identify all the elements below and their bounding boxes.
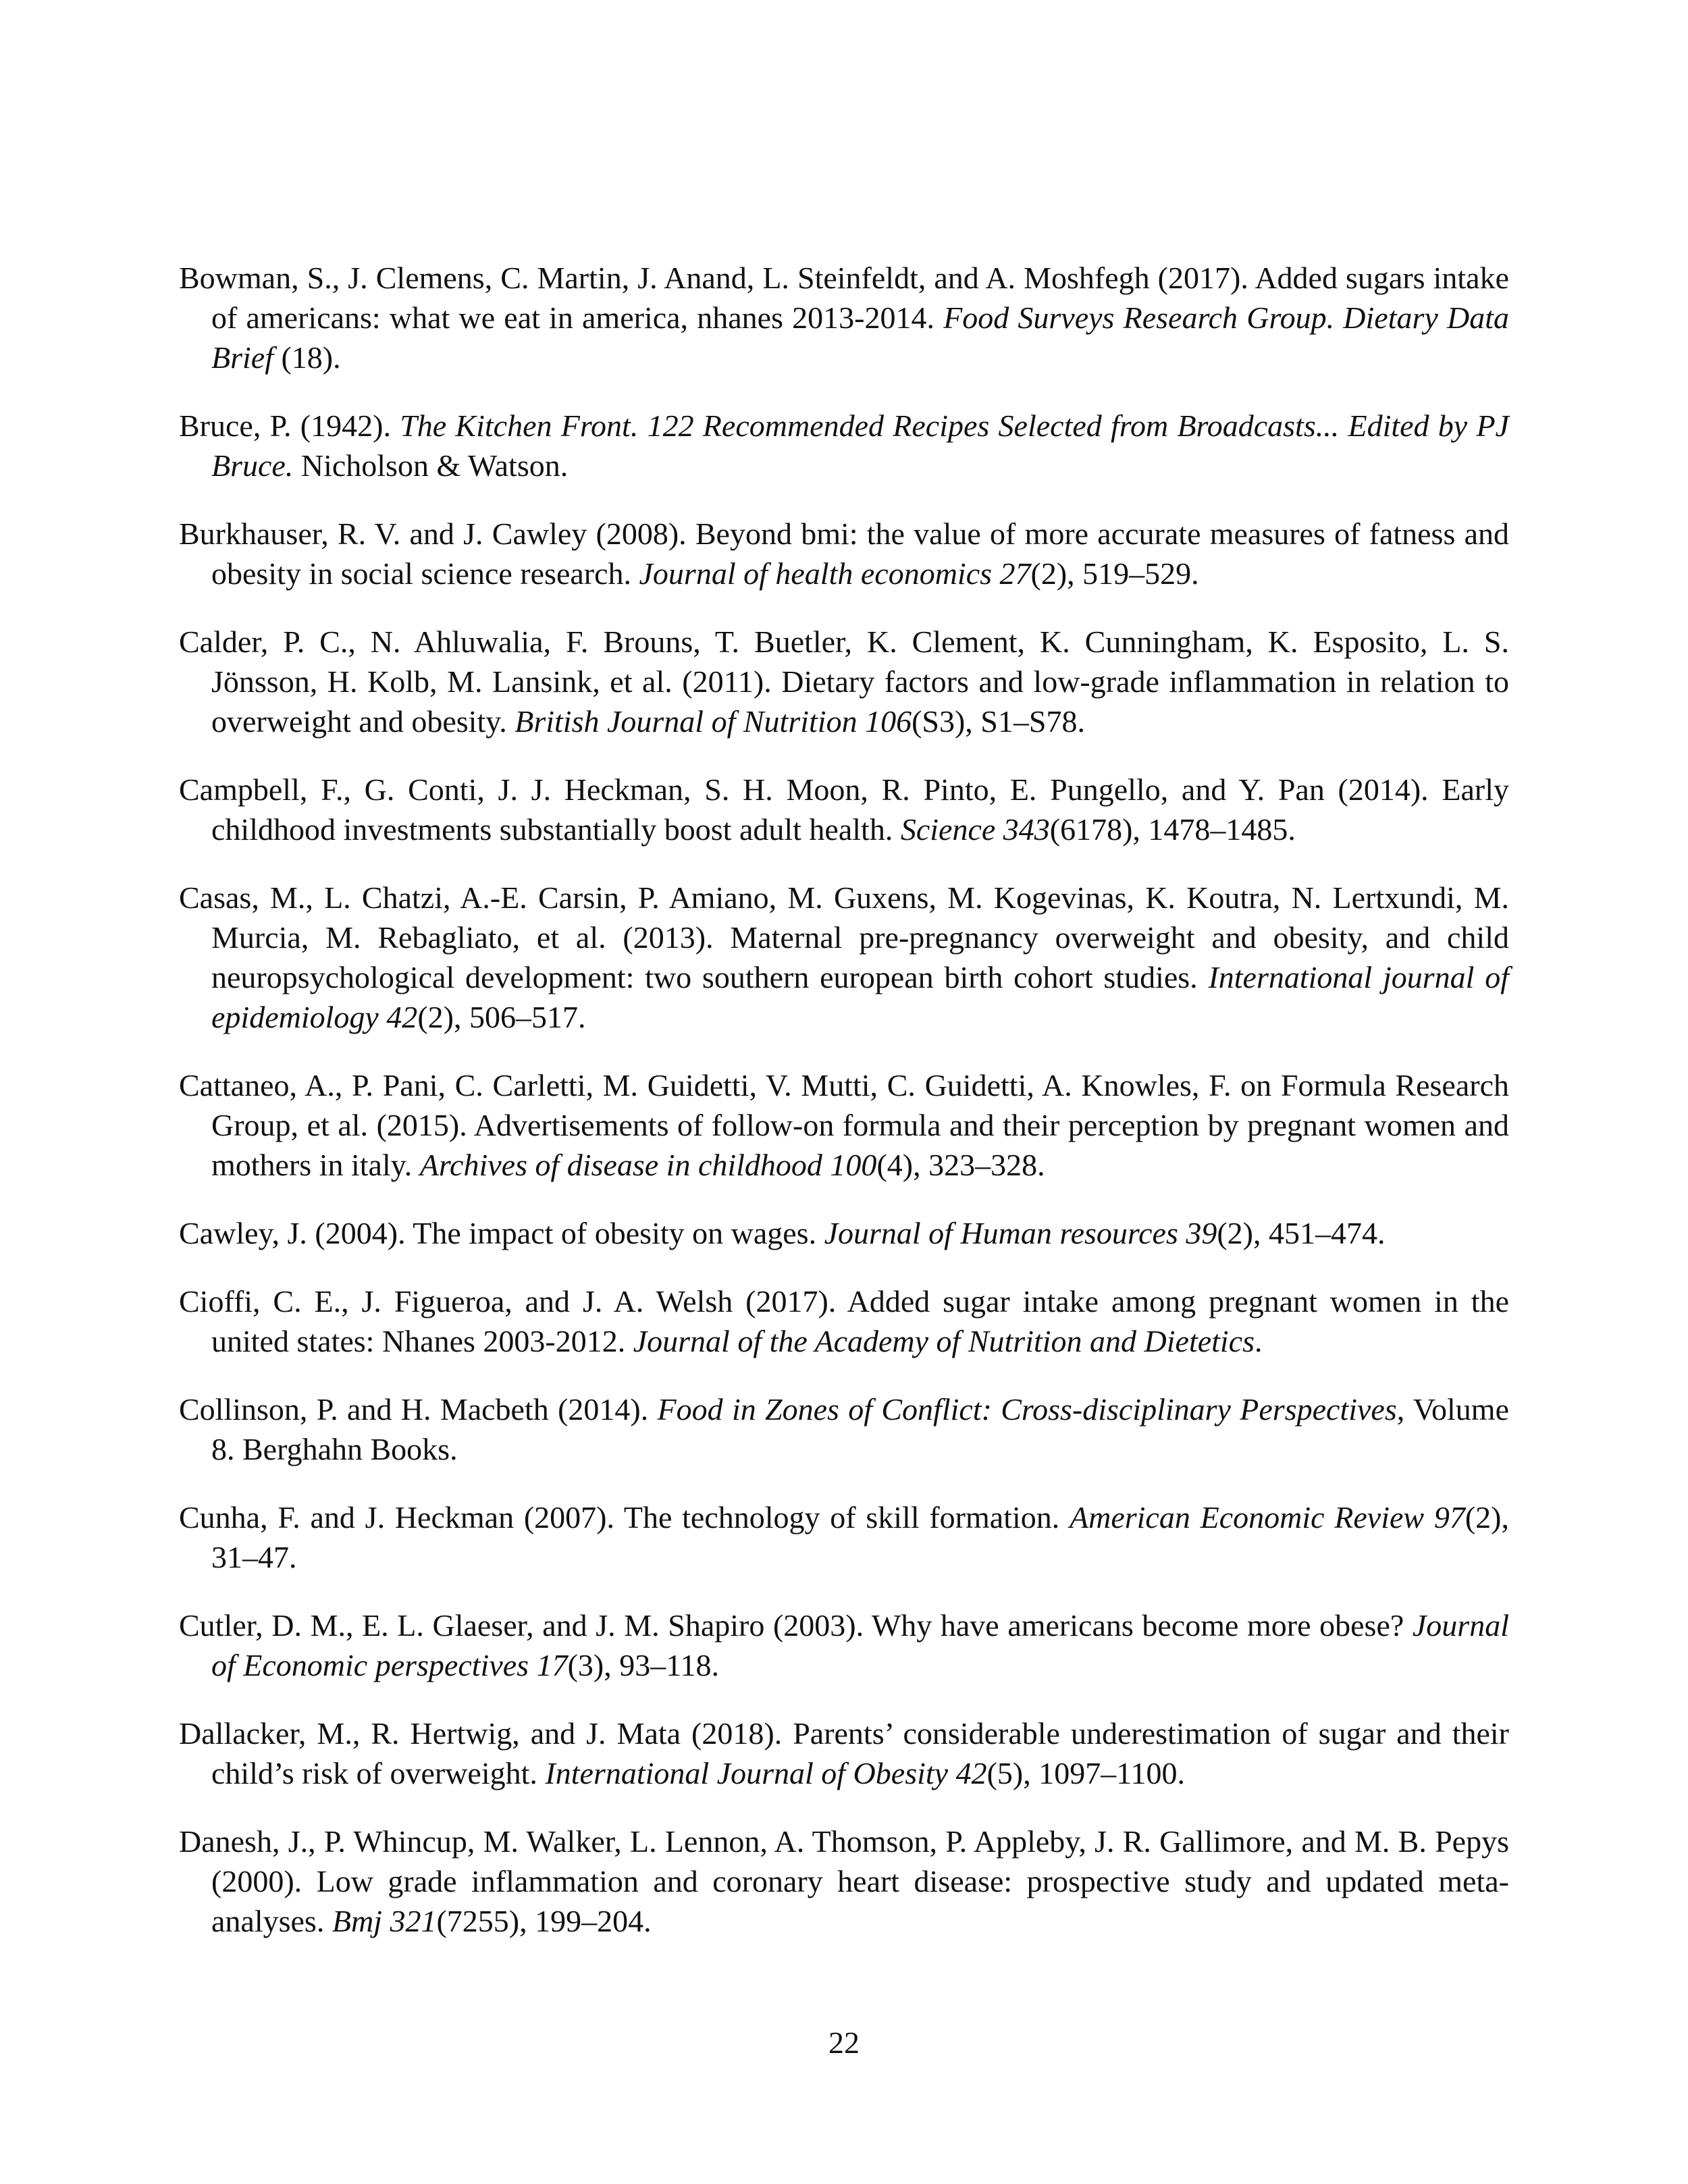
reference-entry: Cawley, J. (2004). The impact of obesity on wages. Journal of Human resources 39(2), 451–474. [179,1216,1386,1250]
reference-source: International journal of epidemiology 42 [211,960,1509,1034]
reference-source: Food Surveys Research Group. Dietary Data Brief [211,300,1509,375]
reference-source: Journal of Human resources 39 [824,1216,1217,1250]
reference-entry: Collinson, P. and H. Macbeth (2014). Food in Zones of Conflict: Cross-disciplinary Perspectives, Volume 8. Berghahn Books. [179,1392,1510,1466]
reference-entry: Bowman, S., J. Clemens, C. Martin, J. Anand, L. Steinfeldt, and A. Moshfegh (2017). Added sugars intake of americans: what we eat in america, nhanes 2013-2014. Food Surveys Research Group. Dietary Data Brief (18). [179,261,1509,375]
page-number: 22 [828,2025,860,2060]
reference-entry: Bruce, P. (1942). The Kitchen Front. 122 Recommended Recipes Selected from Broadcasts... Edited by PJ Bruce. Nicholson & Watson. [179,408,1509,483]
reference-entry: Cutler, D. M., E. L. Glaeser, and J. M. Shapiro (2003). Why have americans become more obese? Journal of Economic perspectives 17(3), 93–118. [179,1608,1509,1682]
reference-entry: Campbell, F., G. Conti, J. J. Heckman, S. H. Moon, R. Pinto, E. Pungello, and Y. Pan (2014). Early childhood investments substantially boost adult health. Science 343(6178), 1478–1485. [179,772,1509,847]
reference-source: Bmj 321 [332,1904,437,1938]
reference-entry: Cunha, F. and J. Heckman (2007). The technology of skill formation. American Economic Review 97(2), 31–47. [179,1500,1509,1574]
reference-source: Journal of the Academy of Nutrition and Dietetics [633,1324,1255,1358]
reference-entry: Calder, P. C., N. Ahluwalia, F. Brouns, T. Buetler, K. Clement, K. Cunningham, K. Esposito, L. S. Jönsson, H. Kolb, M. Lansink, et al. (2011). Dietary factors and low-grade inflammation in relation to overweight and obesity. British Journal of Nutrition 106(S3), S1–S78. [179,624,1509,739]
reference-source: The Kitchen Front. 122 Recommended Recipes Selected from Broadcasts... Edited by PJ Bruce. [211,408,1509,483]
reference-entry: Cioffi, C. E., J. Figueroa, and J. A. Welsh (2017). Added sugar intake among pregnant women in the united states: Nhanes 2003-2012. Journal of the Academy of Nutrition and Dietetics. [179,1284,1509,1358]
reference-source: Archives of disease in childhood 100 [419,1148,877,1182]
reference-entry: Dallacker, M., R. Hertwig, and J. Mata (2018). Parents’ considerable underestimation of sugar and their child’s risk of overweight. International Journal of Obesity 42(5), 1097–1100. [179,1716,1509,1790]
reference-entry: Danesh, J., P. Whincup, M. Walker, L. Lennon, A. Thomson, P. Appleby, J. R. Gallimore, and M. B. Pepys (2000). Low grade inflammation and coronary heart disease: prospective study and updated meta-analyses. Bmj 321(7255), 199–204. [179,1824,1509,1938]
reference-source: British Journal of Nutrition 106 [515,704,912,739]
reference-source: American Economic Review 97 [1070,1500,1465,1535]
reference-source: Science 343 [900,812,1050,847]
reference-entry: Cattaneo, A., P. Pani, C. Carletti, M. Guidetti, V. Mutti, C. Guidetti, A. Knowles, F. on Formula Research Group, et al. (2015). Advertisements of follow-on formula and their perception by pregnant women and mothers in italy. Archives of disease in childhood 100(4), 323–328. [179,1068,1509,1182]
reference-source: Food in Zones of Conflict: Cross-disciplinary Perspectives [657,1392,1397,1427]
reference-source: Journal of Economic perspectives 17 [211,1608,1509,1682]
reference-source: International Journal of Obesity 42 [545,1756,987,1790]
reference-list [179,258,1509,1969]
reference-entry: Burkhauser, R. V. and J. Cawley (2008). Beyond bmi: the value of more accurate measures of fatness and obesity in social science research. Journal of health economics 27(2), 519–529. [179,516,1509,591]
reference-entry: Casas, M., L. Chatzi, A.-E. Carsin, P. Amiano, M. Guxens, M. Kogevinas, K. Koutra, N. Lertxundi, M. Murcia, M. Rebagliato, et al. (2013). Maternal pre-pregnancy overweight and obesity, and child neuropsychological development: two southern european birth cohort studies. International journal of epidemiology 42(2), 506–517. [179,880,1509,1034]
reference-source: Journal of health economics 27 [639,556,1031,591]
